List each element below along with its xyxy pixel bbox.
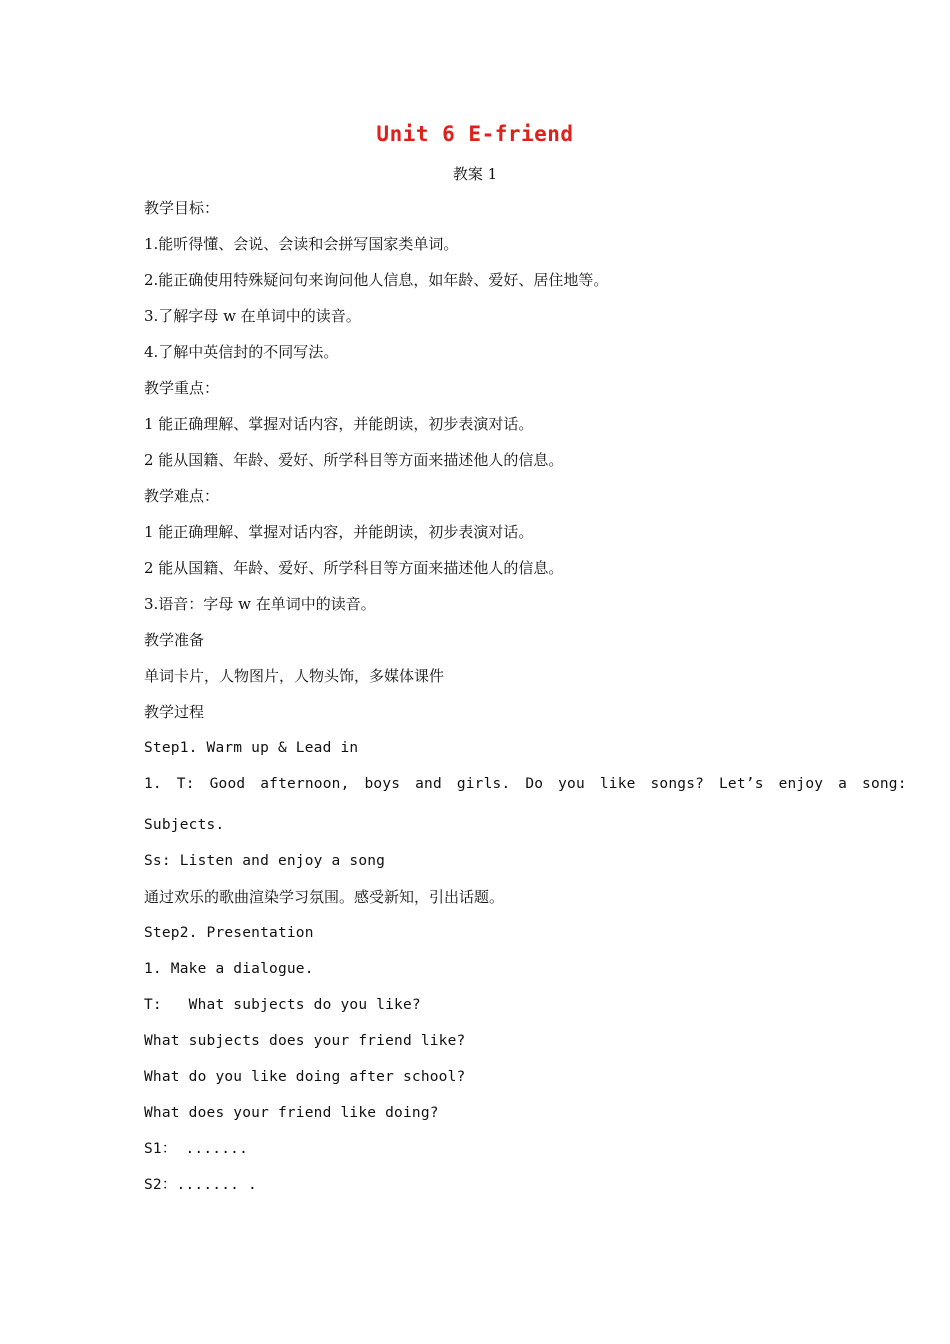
key-point-item: 2 能从国籍、年龄、爱好、所学科目等方面来描述他人的信息。	[144, 451, 564, 469]
difficulty-item: 1 能正确理解、掌握对话内容，并能朗读，初步表演对话。	[144, 523, 534, 541]
process-line: Ss: Listen and enjoy a song	[144, 853, 386, 869]
process-line: 1. Make a dialogue.	[144, 961, 314, 977]
step-heading: Step1. Warm up & Lead in	[144, 740, 359, 756]
objective-item: 1.能听得懂、会说、会读和会拼写国家类单词。	[144, 235, 459, 253]
difficulty-item: 2 能从国籍、年龄、爱好、所学科目等方面来描述他人的信息。	[144, 559, 564, 577]
objective-item: 2.能正确使用特殊疑问句来询问他人信息，如年龄、爱好、居住地等。	[144, 271, 609, 289]
objective-item: 3.了解字母 w 在单词中的读音。	[144, 307, 361, 325]
objective-item: 4.了解中英信封的不同写法。	[144, 343, 339, 361]
dialogue-line: S1： .......	[144, 1141, 248, 1157]
dialogue-line: What does your friend like doing?	[144, 1105, 439, 1121]
dialogue-line: T: What subjects do you like?	[144, 997, 421, 1013]
process-line: Subjects.	[144, 817, 225, 833]
section-heading-difficulties: 教学难点：	[144, 487, 220, 505]
section-heading-preparation: 教学准备	[144, 631, 205, 649]
step-heading: Step2. Presentation	[144, 925, 314, 941]
key-point-item: 1 能正确理解、掌握对话内容，并能朗读，初步表演对话。	[144, 415, 534, 433]
document-title: Unit 6 E-friend	[376, 122, 574, 146]
process-line: 1. T: Good afternoon, boys and girls. Do you like songs? Let’s enjoy a song:	[144, 776, 907, 792]
document-subtitle: 教案 1	[452, 165, 498, 183]
dialogue-line: S2：....... .	[144, 1177, 257, 1193]
difficulty-item: 3.语音：字母 w 在单词中的读音。	[144, 595, 376, 613]
preparation-item: 单词卡片，人物图片，人物头饰，多媒体课件	[144, 667, 445, 685]
process-note: 通过欢乐的歌曲渲染学习氛围。感受新知，引出话题。	[144, 888, 505, 906]
section-heading-process: 教学过程	[144, 703, 205, 721]
dialogue-line: What subjects does your friend like?	[144, 1033, 466, 1049]
dialogue-line: What do you like doing after school?	[144, 1069, 466, 1085]
document-body	[144, 197, 907, 1210]
section-heading-objectives: 教学目标：	[144, 199, 220, 217]
section-heading-key-points: 教学重点：	[144, 379, 220, 397]
